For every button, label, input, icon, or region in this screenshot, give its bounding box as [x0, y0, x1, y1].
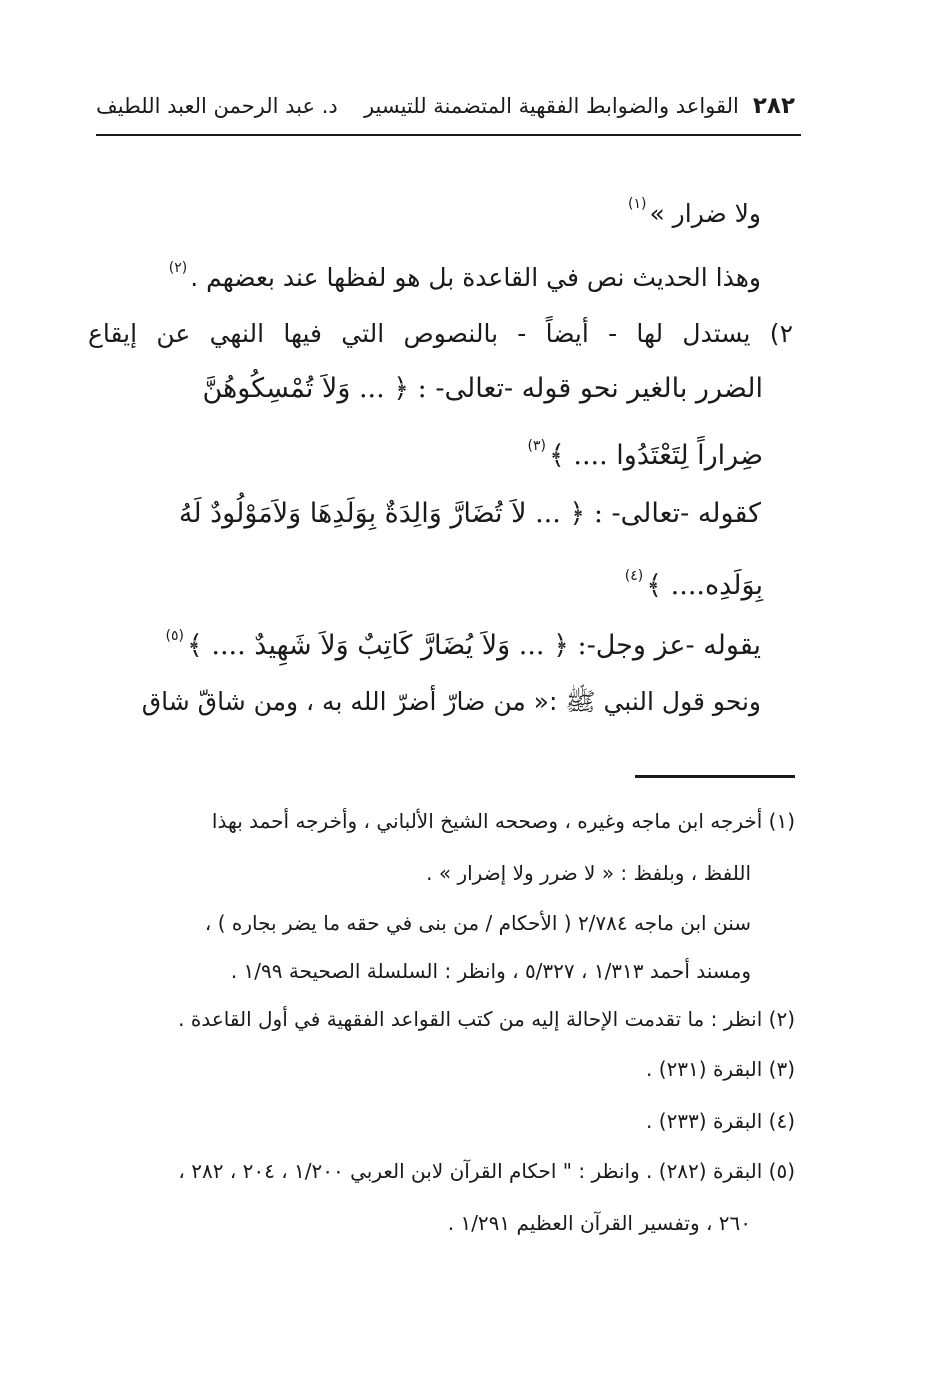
- footnote-text: اللفظ ، وبلفظ : « لا ضرر ولا إضرار » .: [426, 861, 751, 885]
- footnote-ref-3: (٣): [527, 438, 546, 454]
- quran-verse-line: ضِراراً لِتَعْتَدُوا .... ﴾: [548, 440, 763, 471]
- footnote-ref-1: (١): [627, 196, 647, 212]
- author-name: د. عبد الرحمن العبد اللطيف: [96, 94, 338, 118]
- footnote-ref-5: (٥): [165, 628, 184, 644]
- body-text: ولا ضرار »: [649, 199, 761, 228]
- footnote-text: (٢) انظر : ما تقدمت الإحالة إليه من كتب القواعد الفقهية في أول القاعدة .: [178, 1007, 795, 1031]
- footnote-ref-4: (٤): [624, 568, 644, 584]
- body-line-2: [166, 248, 761, 292]
- footnote-1-line-2: [426, 856, 751, 890]
- footnote-1-line-3: [205, 906, 751, 940]
- footnote-text: (١) أخرجه ابن ماجه وغيره ، وصححه الشيخ الألباني ، وأخرجه أحمد بهذا: [211, 809, 795, 833]
- footnote-5-line-2: [448, 1206, 751, 1240]
- footnote-3: [646, 1052, 795, 1086]
- footnote-text: (٤) البقرة (٢٣٣) .: [646, 1109, 795, 1133]
- footnote-1-line-4: [231, 954, 751, 988]
- running-header: [96, 86, 795, 126]
- body-text: وهذا الحديث نص في القاعدة بل هو لفظها عند بعضهم .: [190, 263, 761, 292]
- quran-verse-line: بِوَلَدِه.... ﴾: [646, 570, 763, 601]
- header-divider: [96, 134, 801, 136]
- body-line-8: [162, 616, 761, 661]
- body-text: ٢) يستدل لها - أيضاً - بالنصوص التي فيها النهي عن إيقاع: [88, 319, 793, 348]
- body-line-9: [142, 682, 761, 722]
- footnote-divider: [635, 775, 795, 778]
- body-line-1: [625, 184, 761, 228]
- quran-verse-line: الضرر بالغير نحو قوله -تعالى- : ﴿ ... وَلاَ تُمْسِكُوهُنَّ: [202, 373, 763, 404]
- footnote-5-line-1: [178, 1154, 795, 1188]
- page-number: ٢٨٢: [752, 93, 795, 119]
- footnote-text: (٣) البقرة (٢٣١) .: [646, 1057, 795, 1081]
- body-line-5: [525, 426, 764, 471]
- quran-verse-line: يقوله -عز وجل-: ﴿ ... وَلاَ يُضَارَّ كَاتِبٌ وَلاَ شَهِيدٌ .... ﴾: [186, 630, 761, 661]
- book-title: القواعد والضوابط الفقهية المتضمنة للتيسير: [363, 94, 739, 118]
- body-line-4: [202, 369, 763, 409]
- body-line-6: [179, 494, 761, 534]
- footnote-text: ٢٦٠ ، وتفسير القرآن العظيم ١/٢٩١ .: [447, 1211, 751, 1235]
- footnote-2: [178, 1002, 795, 1036]
- footnote-ref-2: (٢): [168, 260, 188, 276]
- footnote-text: سنن ابن ماجه ٢/٧٨٤ ( الأحكام / من بنى في حقه ما يضر بجاره ) ،: [204, 911, 751, 935]
- footnote-text: ومسند أحمد ١/٣١٣ ، ٥/٣٢٧ ، وانظر : السلسلة الصحيحة ١/٩٩ .: [230, 959, 751, 983]
- body-line-3: [88, 314, 793, 354]
- footnote-text: (٥) البقرة (٢٨٢) . وانظر : " احكام القرآن لابن العربي ١/٢٠٠ ، ٢٠٤ ، ٢٨٢ ،: [178, 1159, 795, 1183]
- quran-verse-line: كقوله -تعالى- : ﴿ ... لاَ تُضَارَّ وَالِدَةٌ بِوَلَدِهَا وَلاَمَوْلُودٌ لَهُ: [178, 498, 761, 529]
- body-text: ونحو قول النبي ﷺ :« من ضارّ أضرّ الله به ، ومن شاقّ شاق: [141, 687, 761, 716]
- footnote-4: [646, 1104, 795, 1138]
- body-line-7: [622, 556, 763, 601]
- footnote-1-line-1: [212, 804, 795, 838]
